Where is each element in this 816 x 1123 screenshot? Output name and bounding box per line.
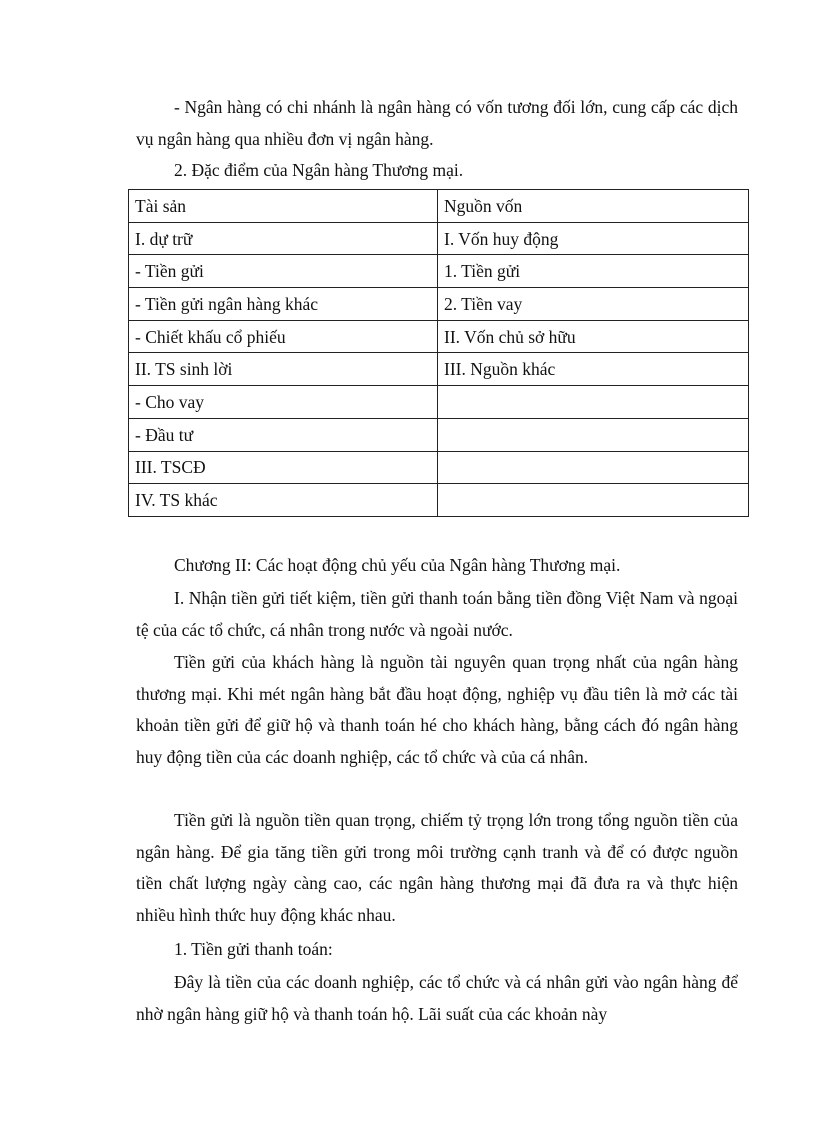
table-cell-asset: - Chiết khấu cổ phiếu bbox=[129, 320, 438, 353]
table-header-capital-sources: Nguồn vốn bbox=[438, 190, 749, 223]
table-cell-asset: - Tiền gửi bbox=[129, 255, 438, 288]
table-row bbox=[129, 255, 749, 288]
deposits-paragraph: Tiền gửi của khách hàng là nguồn tài nguyên quan trọng nhất của ngân hàng thương mại. Khi mét ngân hàng bắt đầu hoạt động, nghiệp vụ đầu tiên là mở các tài khoản tiền gửi để giữ hộ và thanh toán hé cho khách hàng, bằng cách đó ngân hàng huy động tiền của các doanh nghiệp, các tổ chức và của cá nhân. bbox=[136, 652, 738, 767]
table-cell-asset: III. TSCĐ bbox=[129, 451, 438, 484]
table-cell-asset: - Đầu tư bbox=[129, 418, 438, 451]
table-row bbox=[129, 320, 749, 353]
table-header-assets: Tài sản bbox=[129, 190, 438, 223]
table-row bbox=[129, 288, 749, 321]
payment-deposits-paragraph: Đây là tiền của các doanh nghiệp, các tổ chức và cá nhân gửi vào ngân hàng để nhờ ngân hàng giữ hộ và thanh toán hộ. Lãi suất của các khoản này bbox=[136, 972, 738, 1024]
section-heading-characteristics: 2. Đặc điểm của Ngân hàng Thương mại. bbox=[174, 160, 464, 180]
balance-sheet-table bbox=[128, 189, 749, 517]
table-cell-source: I. Vốn huy động bbox=[438, 222, 749, 255]
deposits-importance-paragraph: Tiền gửi là nguồn tiền quan trọng, chiếm tỷ trọng lớn trong tổng nguồn tiền của ngân hàng. Để gia tăng tiền gửi trong môi trường cạnh tranh và để có được nguồn tiền chất lượng ngày càng cao, các ngân hàng thương mại đã đưa ra và thực hiện nhiều hình thức huy động khác nhau. bbox=[136, 810, 738, 925]
table-cell-source bbox=[438, 451, 749, 484]
table-cell-source bbox=[438, 386, 749, 419]
table-cell-source bbox=[438, 418, 749, 451]
table-row bbox=[129, 484, 749, 517]
table-cell-source: 1. Tiền gửi bbox=[438, 255, 749, 288]
table-cell-asset: IV. TS khác bbox=[129, 484, 438, 517]
table-cell-source: II. Vốn chủ sở hữu bbox=[438, 320, 749, 353]
table-cell-asset: - Tiền gửi ngân hàng khác bbox=[129, 288, 438, 321]
table-cell-source: 2. Tiền vay bbox=[438, 288, 749, 321]
table-row bbox=[129, 386, 749, 419]
table-row bbox=[129, 418, 749, 451]
table-cell-asset: - Cho vay bbox=[129, 386, 438, 419]
table-row bbox=[129, 451, 749, 484]
table-cell-source: III. Nguồn khác bbox=[438, 353, 749, 386]
table-cell-asset: II. TS sinh lời bbox=[129, 353, 438, 386]
section-one-heading: I. Nhận tiền gửi tiết kiệm, tiền gửi thanh toán bằng tiền đồng Việt Nam và ngoại tệ của các tổ chức, cá nhân trong nước và ngoài nước. bbox=[136, 588, 738, 640]
table-cell-asset: I. dự trữ bbox=[129, 222, 438, 255]
table-row bbox=[129, 353, 749, 386]
table-cell-source bbox=[438, 484, 749, 517]
table-row bbox=[129, 222, 749, 255]
branch-bank-paragraph: - Ngân hàng có chi nhánh là ngân hàng có vốn tương đối lớn, cung cấp các dịch vụ ngân hàng qua nhiều đơn vị ngân hàng. bbox=[136, 97, 738, 149]
table-header-row bbox=[129, 190, 749, 223]
subsection-payment-deposits: 1. Tiền gửi thanh toán: bbox=[174, 939, 333, 959]
chapter-title: Chương II: Các hoạt động chủ yếu của Ngân hàng Thương mại. bbox=[174, 555, 621, 575]
